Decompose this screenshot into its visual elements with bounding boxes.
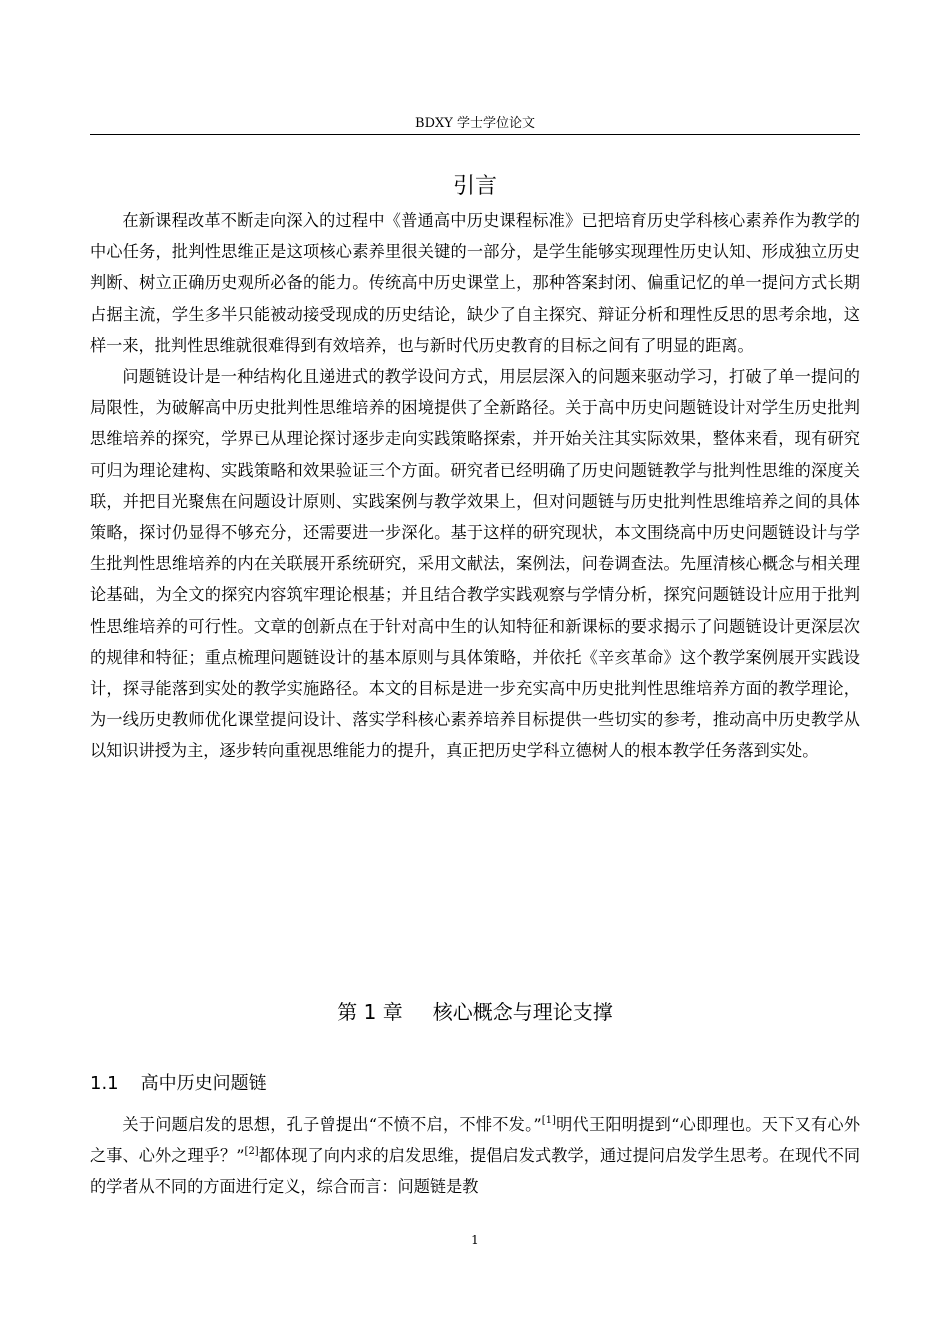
section-title: 高中历史问题链 — [140, 1073, 267, 1094]
running-header: BDXY 学士学位论文 — [415, 116, 535, 131]
chapter-number: 第 1 章 — [337, 1000, 403, 1024]
page-number: 1 — [471, 1233, 479, 1247]
section-paragraph-1 — [90, 1109, 860, 1203]
intro-body — [90, 205, 860, 767]
chapter-title: 核心概念与理论支撑 — [432, 1000, 613, 1024]
section-text-b: 明代王阳明提到“心即理也。天下又有心外之事、心外之理乎？” — [90, 1115, 861, 1166]
section-text-a: 关于问题启发的思想，孔子曾提出“不愤不启，不悱不发。” — [122, 1115, 542, 1134]
citation-2[interactable]: [2] — [244, 1146, 259, 1158]
header-rule — [90, 134, 860, 135]
intro-paragraph-2: 问题链设计是一种结构化且递进式的教学设问方式，用层层深入的问题来驱动学习，打破了单一提问的局限性，为破解高中历史批判性思维培养的困境提供了全新路径。关于高中历史问题链设计对学生历史批判思维培养的探究，学界已从理论探讨逐步走向实践策略探索，并开始关注其实际效果，整体来看，现有研究可归为理论建构、实践策略和效果验证三个方面。研究者已经明确了历史问题链教学与批判性思维的深度关联，并把目光聚焦在问题设计原则、实践案例与教学效果上，但对问题链与历史批判性思维培养之间的具体策略，探讨仍显得不够充分，还需要进一步深化。基于这样的研究现状，本文围绕高中历史问题链设计与学生批判性思维培养的内在关联展开系统研究，采用文献法，案例法，问卷调查法。先厘清核心概念与相关理论基础，为全文的探究内容筑牢理论根基；并且结合教学实践观察与学情分析，探究问题链设计应用于批判性思维培养的可行性。文章的创新点在于针对高中生的认知特征和新课标的要求揭示了问题链设计更深层次的规律和特征；重点梳理问题链设计的基本原则与具体策略，并依托《辛亥革命》这个教学案例展开实践设计，探寻能落到实处的教学实施路径。本文的目标是进一步充实高中历史批判性思维培养方面的教学理论，为一线历史教师优化课堂提问设计、落实学科核心素养培养目标提供一些切实的参考，推动高中历史教学从以知识讲授为主，逐步转向重视思维能力的提升，真正把历史学科立德树人的根本教学任务落到实处。 — [90, 367, 860, 761]
intro-paragraph-1: 在新课程改革不断走向深入的过程中《普通高中历史课程标准》已把培育历史学科核心素养作为教学的中心任务，批判性思维正是这项核心素养里很关键的一部分，是学生能够实现理性历史认知、形成独立历史判断、树立正确历史观所必备的能力。传统高中历史课堂上，那种答案封闭、偏重记忆的单一提问方式长期占据主流，学生多半只能被动接受现成的历史结论，缺少了自主探究、辩证分析和理性反思的思考余地，这样一来，批判性思维就很难得到有效培养，也与新时代历史教育的目标之间有了明显的距离。 — [90, 211, 860, 355]
citation-1[interactable]: [1] — [541, 1115, 556, 1126]
intro-heading: 引言 — [452, 174, 497, 199]
section-heading — [90, 1070, 267, 1098]
chapter-heading — [0, 997, 950, 1027]
section-number: 1.1 — [90, 1073, 119, 1094]
section-text-c: 都体现了向内求的启发思维，提倡启发式教学，通过提问启发学生思考。在现代不同的学者从不同的方面进行定义，综合而言：问题链是教 — [90, 1146, 861, 1197]
section-body — [90, 1109, 860, 1203]
